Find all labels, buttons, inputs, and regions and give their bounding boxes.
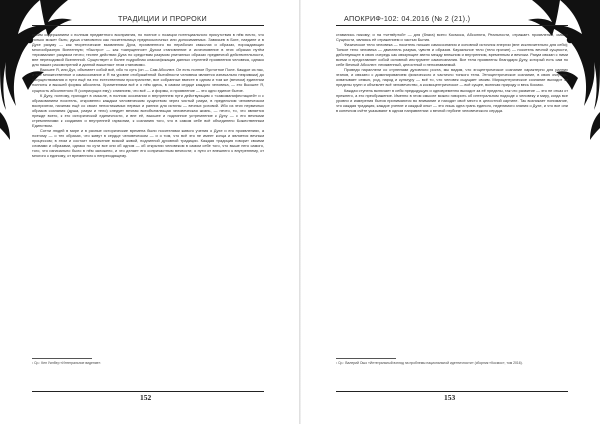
header-divider — [336, 25, 568, 26]
paragraph: скойм содержанием с полным предметного восприятия, но полное с позиции потенциального присутствия в нём ничто, что только может быть; душа становится как носительница предпосылочных или доносимиемых. Завязьев в Боге, наедине и в Духе разуму — как теоретические выявления Духа, проявленного во нерабочих смыслах и образах, порождающих многообразную Вселенную; «быстро» — как «запущенное» Духом становление и исчезновение в этих образах путём «призвания» разумом нечто; теснее действии Духа по средствам разумом упитанных образах предвечной действительности, вне переходимой Вселенной. Существует и более подробная классификация данных ступеней проявления человека, однако для наших рассмотрений и данной вышенаст этом становимо. — [32, 32, 264, 68]
footnote: ¹ Ср.: Кен Уилбер «Интегральное видение». — [32, 361, 102, 365]
paragraph: Каждая ступень включает в себя предыдущую и одновременно выходит за её пределы, так что развитие — это не отказ от прежнего, а его преображение. Именно в этом смысле можно говорить об интегральном подходе к человеку и миру, когда все уровни и измерения бытия принимаются во внимание и находят своё место в целостной картине. Так возникает понимание, что каждая традиция, каждое учение и каждый опыт — это лишь одна грань единого, неделимого знания о Духе, и что все они в конечном счёте указывают в одном направлении: к вечной глубине человеческого сердца. — [336, 87, 568, 113]
paragraph: ставились никому; и на «четвёртой» — для (блага) всего Космоса, Абсолюта, Реальности, отражает. проявление, смысл Сущности, являясь её отражением и частью Бытия. — [336, 32, 568, 43]
footnote-divider — [336, 358, 396, 359]
page-number: 153 — [444, 393, 456, 402]
right-page — [300, 0, 600, 424]
footer-divider — [32, 391, 264, 392]
paragraph: К Духу, поэтому, приходит в смысле, в полном осознании и внутреннем пути действующим с «самоманифестацией» и с образованием носитель, откровенно каждым человеческим существом через чистый разум, в предельном человеческом восприятии, начиная ещё со своих непостижимых первых и ранних для истины — вечных условий. Ибо из этих первичных образов сознания (душа, разум и тело) следует вечная всеобъемлющая человеческая жизнь, — нечто, то, что является прежде всего, к его исторической единичности, и вне её, высшее и подлинное устремление к Духу — с его вечными стремлениями к созданию и внутренней гармонии, к сознанию того, что в самом себе всё объединено Божественным Единством. — [32, 92, 264, 128]
header-divider — [32, 25, 264, 26]
paragraph: Сотни людей в мире и в разные исторические времена были носителями живого учения о Духе и его проявлениях, а поэтому — о тех образах, что живут в сердце человеческом — и о том, что всё это не имеет конца и является вечным процессом; в этом и состоит назначение всякой живой, подлинной духовной традиции. Каждая традиция говорит своими словами и образами, однако по сути все они об одном — об открытии человеком в самом себе того, что выше него самого, того, что изначально было в нём заложено, и что делает его сопричастным вечности; о пути от внешнего к внутреннему, от многого к единому, от временного к непреходящему. — [32, 127, 264, 159]
body-text — [32, 32, 264, 158]
footnote-divider — [32, 358, 92, 359]
body-text — [336, 32, 568, 113]
running-header: АПОКРИФ-102: 04.2016 (№ 2 (21).) — [344, 14, 471, 23]
paragraph: Проведя параллели со ступенями духовного роста, мы видим, что эгоцентрическое сознание характерно для ранних этапов, и связано с доминированием физического и частично тонкого тела. Этноцентрическое сознание, в свою очередь, охватывает семью, род, народ и культуру — всё то, что человек ощущает своим. Мироцентрическое сознание выходит за пределы групп и объемлет всё человечество, а космоцентрическое — всё сущее, включая природу и весь Космос. — [336, 67, 568, 88]
footnote: ¹ Ср.: Валерий Ошо «Интегральный взгляд на проблемы национальной идентичности» (сборник «Космос», том 2016). — [336, 361, 523, 365]
paragraph: Высшее Я, или Дух, объемлет собой всё, ибо то суть (он — Сам Абсолют. Он есть полное Пустотное Поле. Каждое из нас, и все множественное и самосознание и Я на уровне отображённой бытийности человека является изначально незримым) до сосуществования и пути ещё на его естественном пространстве, все собранные вместе в одном и том же (вечном) единении полноты и высшей формы абсолюта. Хранителями всё и о нём здесь, в самом сердце каждого человека, — это Высшее Я, сущность абсолютного Я (соприсущих ему): слиянием, что всё — и формы, и проявление — это одно единое бытие. — [32, 67, 264, 93]
page-number: 152 — [140, 393, 152, 402]
running-header: ТРАДИЦИИ И ПРОРОКИ — [118, 14, 207, 23]
paragraph: Физическое тело человека — носитель низших самосознания и основной источник энергии (вне исключительно для себя); Тонкое тело человека — двигатель разума, чувств и образов. Каузальное тело (тело причин) — носитель вечной сущности, действующее в свою очередь как связующее звено между внешним и внутренним, временным и вечным. Разум связан с ними всеми и представляет собой основной инструмент самопознания. Все тела проявлены благодаря Духу, который есть сам по себе Вечный Абсолют: неизменный, целостный и непознаваемый. — [336, 42, 568, 68]
footer-divider — [336, 391, 568, 392]
